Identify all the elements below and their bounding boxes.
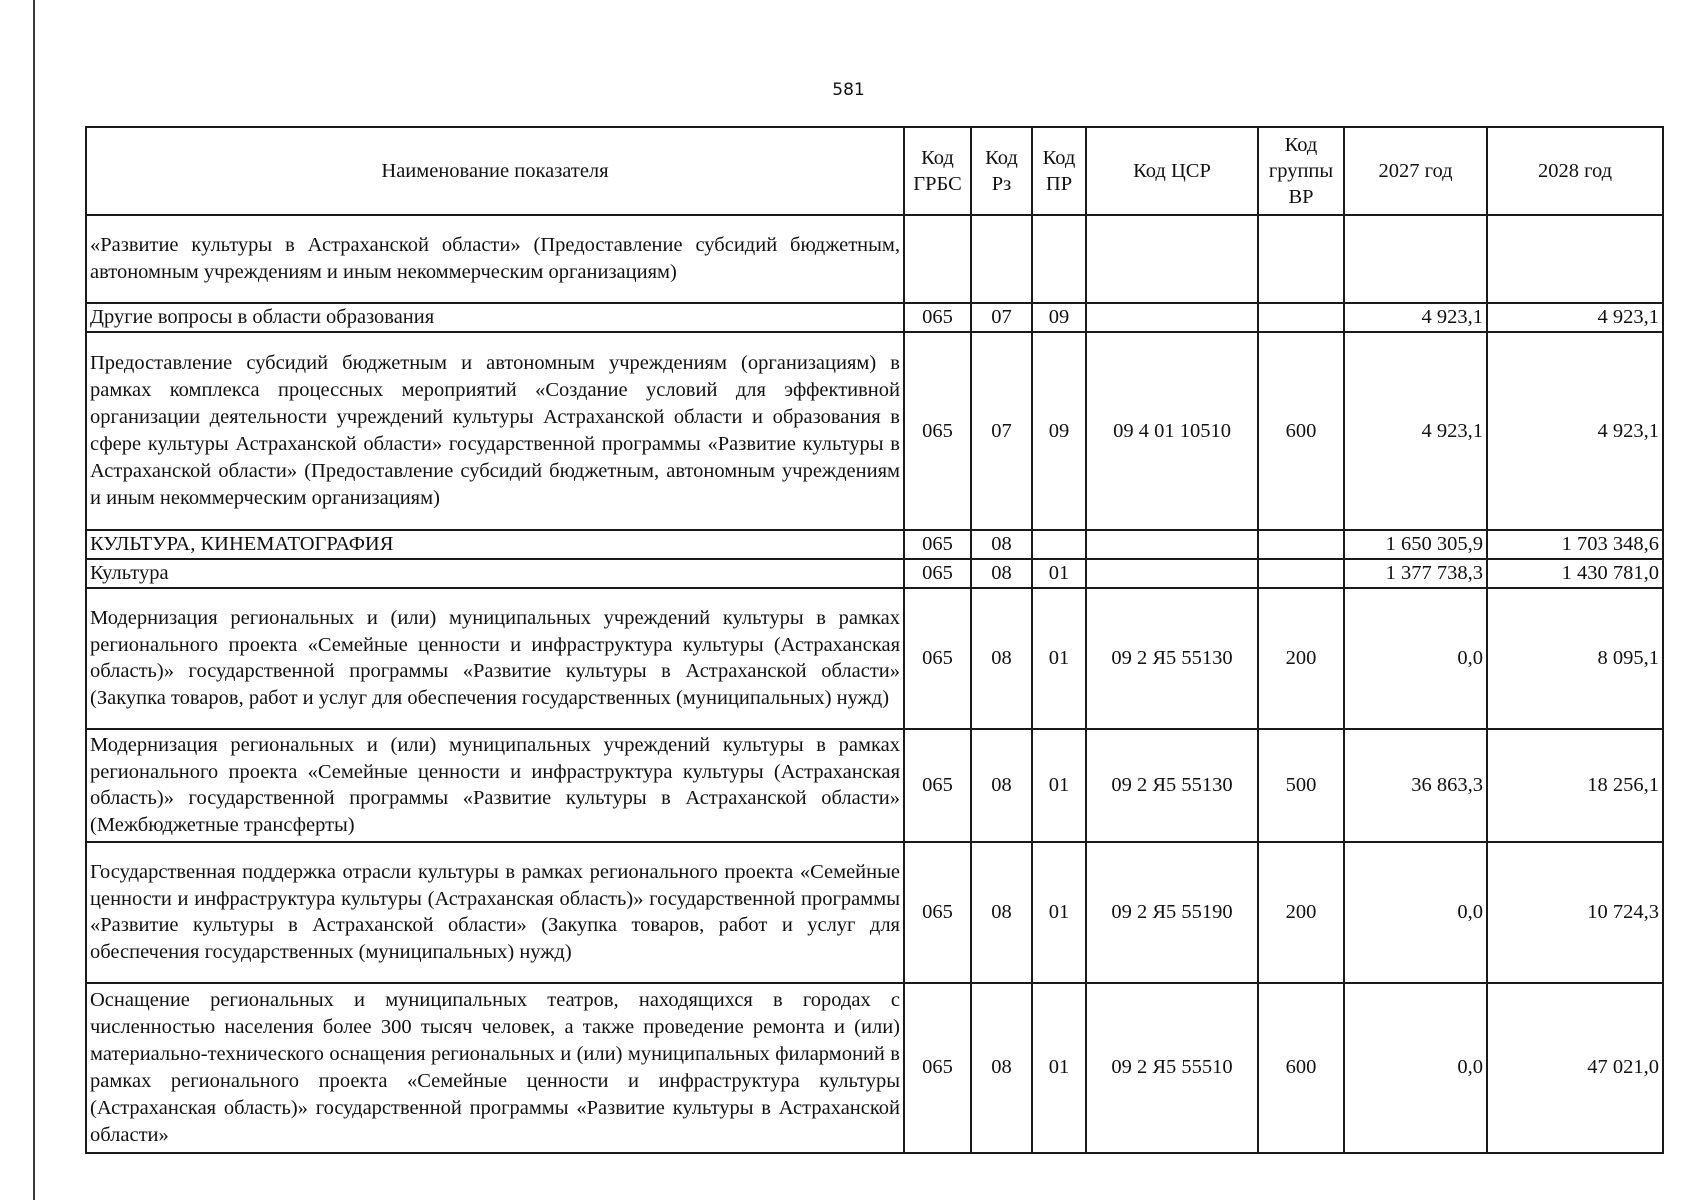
table-row <box>86 559 1663 588</box>
cell-rz: 08 <box>971 729 1032 842</box>
cell-2028 <box>1487 215 1663 303</box>
cell-2027: 36 863,3 <box>1344 729 1487 842</box>
header-2028: 2028 год <box>1487 127 1663 215</box>
cell-pr <box>1032 215 1086 303</box>
cell-vr: 600 <box>1258 332 1344 530</box>
cell-rz: 08 <box>971 530 1032 559</box>
cell-grbs: 065 <box>904 530 971 559</box>
cell-2027: 0,0 <box>1344 983 1487 1153</box>
cell-vr <box>1258 559 1344 588</box>
table-row <box>86 729 1663 842</box>
table-row <box>86 842 1663 983</box>
cell-csr: 09 2 Я5 55130 <box>1086 588 1258 729</box>
cell-rz: 07 <box>971 303 1032 332</box>
cell-2027: 1 377 738,3 <box>1344 559 1487 588</box>
cell-name: Модернизация региональных и (или) муниципальных учреждений культуры в рамках регионального проекта «Семейные ценности и инфраструктура культуры (Астраханская область)» государственной программы «Развитие культуры в Астраханской области» (Межбюджетные трансферты) <box>86 729 904 842</box>
cell-name: Модернизация региональных и (или) муниципальных учреждений культуры в рамках регионального проекта «Семейные ценности и инфраструктура культуры (Астраханская область)» государственной программы «Развитие культуры в Астраханской области» (Закупка товаров, работ и услуг для обеспечения государственных (муниципальных) нужд) <box>86 588 904 729</box>
table-row <box>86 332 1663 530</box>
cell-csr: 09 2 Я5 55190 <box>1086 842 1258 983</box>
header-grbs: Код ГРБС <box>904 127 971 215</box>
cell-csr <box>1086 303 1258 332</box>
header-2027: 2027 год <box>1344 127 1487 215</box>
scan-edge-line <box>33 0 35 1200</box>
cell-grbs: 065 <box>904 303 971 332</box>
cell-pr: 01 <box>1032 842 1086 983</box>
cell-pr: 01 <box>1032 983 1086 1153</box>
table-row <box>86 215 1663 303</box>
cell-name: КУЛЬТУРА, КИНЕМАТОГРАФИЯ <box>86 530 904 559</box>
cell-2027: 1 650 305,9 <box>1344 530 1487 559</box>
cell-rz: 08 <box>971 842 1032 983</box>
cell-pr: 01 <box>1032 729 1086 842</box>
cell-name: Культура <box>86 559 904 588</box>
cell-pr: 09 <box>1032 303 1086 332</box>
table-row <box>86 303 1663 332</box>
cell-name: «Развитие культуры в Астраханской области» (Предоставление субсидий бюджетным, автономным учреждениям и иным некоммерческим организациям) <box>86 215 904 303</box>
cell-grbs: 065 <box>904 559 971 588</box>
cell-vr: 600 <box>1258 983 1344 1153</box>
cell-2027 <box>1344 215 1487 303</box>
cell-name: Оснащение региональных и муниципальных театров, находящихся в городах с численностью населения более 300 тысяч человек, а также проведение ремонта и (или) материально-технического оснащения региональных и (или) муниципальных филармоний в рамках регионального проекта «Семейные ценности и инфраструктура культуры (Астраханская область)» государственной программы «Развитие культуры в Астраханской области» <box>86 983 904 1153</box>
cell-2027: 0,0 <box>1344 588 1487 729</box>
cell-vr: 200 <box>1258 842 1344 983</box>
header-rz: Код Рз <box>971 127 1032 215</box>
cell-2028: 4 923,1 <box>1487 332 1663 530</box>
cell-2028: 47 021,0 <box>1487 983 1663 1153</box>
cell-vr <box>1258 215 1344 303</box>
cell-2028: 4 923,1 <box>1487 303 1663 332</box>
cell-pr: 01 <box>1032 588 1086 729</box>
cell-grbs <box>904 215 971 303</box>
cell-2027: 0,0 <box>1344 842 1487 983</box>
cell-rz: 08 <box>971 588 1032 729</box>
cell-pr: 01 <box>1032 559 1086 588</box>
cell-grbs: 065 <box>904 588 971 729</box>
header-pr: Код ПР <box>1032 127 1086 215</box>
cell-rz <box>971 215 1032 303</box>
cell-grbs: 065 <box>904 332 971 530</box>
header-row <box>86 127 1663 215</box>
cell-csr: 09 2 Я5 55510 <box>1086 983 1258 1153</box>
cell-vr: 200 <box>1258 588 1344 729</box>
cell-rz: 07 <box>971 332 1032 530</box>
cell-pr <box>1032 530 1086 559</box>
page-number: 581 <box>832 80 865 100</box>
header-name: Наименование показателя <box>86 127 904 215</box>
cell-csr: 09 4 01 10510 <box>1086 332 1258 530</box>
cell-grbs: 065 <box>904 983 971 1153</box>
cell-2027: 4 923,1 <box>1344 303 1487 332</box>
cell-csr <box>1086 215 1258 303</box>
table-row <box>86 983 1663 1153</box>
cell-rz: 08 <box>971 559 1032 588</box>
cell-csr <box>1086 530 1258 559</box>
header-vr: Код группы ВР <box>1258 127 1344 215</box>
cell-vr <box>1258 303 1344 332</box>
table-row <box>86 588 1663 729</box>
cell-name: Государственная поддержка отрасли культуры в рамках регионального проекта «Семейные ценности и инфраструктура культуры (Астраханская область)» государственной программы «Развитие культуры в Астраханской области» (Закупка товаров, работ и услуг для обеспечения государственных (муниципальных) нужд) <box>86 842 904 983</box>
cell-name: Предоставление субсидий бюджетным и автономным учреждениям (организациям) в рамках комплекса процессных мероприятий «Создание условий для эффективной организации деятельности учреждений культуры Астраханской области и образования в сфере культуры Астраханской области» государственной программы «Развитие культуры в Астраханской области» (Предоставление субсидий бюджетным, автономным учреждениям и иным некоммерческим организациям) <box>86 332 904 530</box>
cell-vr <box>1258 530 1344 559</box>
cell-grbs: 065 <box>904 729 971 842</box>
budget-table <box>85 126 1664 1154</box>
header-csr: Код ЦСР <box>1086 127 1258 215</box>
cell-2027: 4 923,1 <box>1344 332 1487 530</box>
cell-2028: 8 095,1 <box>1487 588 1663 729</box>
cell-vr: 500 <box>1258 729 1344 842</box>
cell-rz: 08 <box>971 983 1032 1153</box>
cell-2028: 1 703 348,6 <box>1487 530 1663 559</box>
table-row <box>86 530 1663 559</box>
cell-2028: 18 256,1 <box>1487 729 1663 842</box>
cell-2028: 1 430 781,0 <box>1487 559 1663 588</box>
cell-csr: 09 2 Я5 55130 <box>1086 729 1258 842</box>
cell-2028: 10 724,3 <box>1487 842 1663 983</box>
cell-grbs: 065 <box>904 842 971 983</box>
cell-pr: 09 <box>1032 332 1086 530</box>
cell-csr <box>1086 559 1258 588</box>
cell-name: Другие вопросы в области образования <box>86 303 904 332</box>
